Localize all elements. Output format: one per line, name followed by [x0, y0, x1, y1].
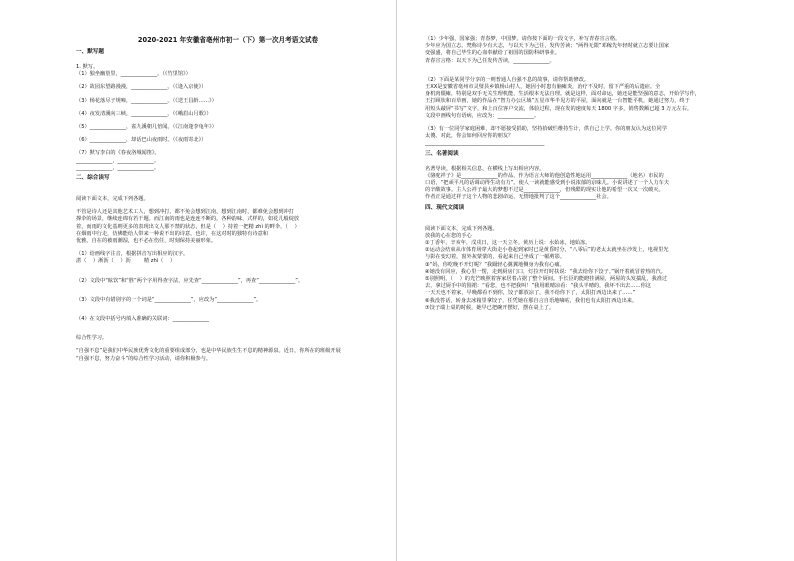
question-1: 1. 默写。 [76, 64, 99, 70]
passage-line: （1）少年强，国家强；青春梦，中国梦。请你按下面的一段文字，补写青春宣言格。 [425, 36, 621, 42]
passage-line: 王打顾状和百草画，她的作品在“智力办公区域”五星市华半见方的平屋，面向就是一台智能平机，她通过努力，终于 [425, 98, 690, 105]
passage-line: 太傻。对此，你会如何回应你的朋友？ [425, 133, 514, 140]
passage-line: 《骆驼祥子》是______________的作品，作为语言大师的他创造性地运用______________（地名）市民的 [425, 172, 664, 179]
passage-line: 着，而雨的文化基则更多的表现出文人那不禁的状态，但是（ ）持着一把精 zhì 的畔伞，（ ） [76, 223, 300, 230]
passage-line: 一天天也不着家，早晚都看不到你，饺子都放凉了，我不给你下了，太阳打西边出来了……” [425, 290, 636, 297]
passage-line: 少年应为国立志。梵称诗少有大志，与以天下为己任，发传苦读；“两得无限”邓稼先年轻时就立志要让国家 [425, 43, 670, 50]
fill-item: （3）杨花落尽子规啼，______________。（《送王昌龄……》） [76, 97, 217, 104]
reading-intro: 阅读下面文本，完成下列各题。 [76, 196, 149, 203]
fill-item: （6）______________，却话巴山夜雨时。（《夜雨寄北》） [76, 137, 207, 144]
section-heading-4: 四、现代文阅读 [425, 204, 465, 211]
fill-blank-line: ______________，______________。 [76, 157, 160, 164]
passage-line: 身机肉僵瘫，特别是双手无关生理机能，生活根本无法自理。就是这样，面对命运，她还是能坚强的意志，开始学写作， [425, 91, 700, 98]
passage-line: 优雅。自在的被雨潮湿，也不必在伤任，时刻保持美丽形象。 [76, 238, 217, 245]
right-page [397, 0, 794, 561]
passage-line: 变强盛，将自己毕生的心血奉献给了祖国的国防科研事业。 [425, 50, 560, 57]
passage-line: 青春宣言格：以天下为己任发传苦读，______________。 [425, 57, 555, 64]
passage-line: ③“妈，你吃晚不开灯呢？”我蹑轻心翼翼地侧身为我有心痛。 [425, 261, 565, 268]
section-heading-1: 一、默写题 [76, 49, 104, 55]
sub-question: （2）文段中“眩饮”和“胜”两个字用得查字法，应先查“______________”，再查“______________”。 [76, 277, 304, 284]
passage-line: 用短头敲屏“书写”文字，和上百位客户交流，体验过程，现在发的速度每天 1800 字多，销售数额已超 3 万元左右。 [425, 105, 693, 112]
answer-line: ______________________________________________ [425, 140, 545, 147]
passage-line: “自强不息”是我们中华民族优秀文化的重要组成部分，也是中华民族生生不息的精神源泉。近日，你所在的班级开展 [76, 348, 341, 355]
passage-line: 放我的心在您的手心 [425, 232, 472, 239]
passage-line: ①丁香年，辛亥年，戊戌日，这一天立冬。黄历上说：水始冰，地始冻。 [425, 240, 591, 247]
passage-line: 在烟雨中行走，仿佛能给人带来一种说不出的诗意。也许，在这对时的独特有诗意和 [76, 230, 268, 237]
section-heading-2: 二、综合读写 [76, 175, 110, 182]
passage-line: 文段中画线句有语病，应改为：______________。 [425, 112, 540, 119]
passage-line: 口语，“把顽平凡的话调动得生动有力”。使人一读就能感受到小说浓郁的京味儿。小说讲述了一个人力车夫 [425, 180, 670, 187]
passage-line: （2）下面是某同学分享的一则普通人自强不息的故事，请你帮助修改。 [425, 76, 590, 83]
section-heading-3: 三、名著阅读 [425, 150, 459, 157]
fill-item: （7）默写李白的《春夜洛城闻笛》。 [76, 150, 160, 157]
fill-item: （2）故园东望路漫漫，______________。（《逢入京使》） [76, 84, 207, 91]
passage-line: 撑伞的场景，继续连绵有若干题。而江南的雨也是连连不断的，各种韵味、式样的，如花儿般绽放 [76, 216, 300, 223]
passage-line: 的辛酸故事。主人公祥子最大的梦想不过是______________，但残酷的现实让他的希望一次又一次破灭。 [425, 187, 664, 194]
passage-line: ④她没有回应，我心里一愣，走到厨房门口，灯拉开灯时扶说：“我去给你下饺子。”锅开着就冒着热的汽。 [425, 268, 666, 275]
sub-question: （1）给画线字注音，根据拼音写出相应的汉字。 [76, 251, 189, 258]
passage-line: ⑦饺子端上桌的时候，她早已把碗开摆好，摆在桌上了。 [425, 304, 555, 311]
passage-line: ⑥我没答话，转身去冰箱里拿饺子，任凭她在那自言自语地嘀咕，我们也有太阳打西边出来。 [425, 297, 638, 304]
passage-line: 作者正是通过祥子这个人物的悲剧命运，无情地批判了这个______________社会。 [425, 194, 612, 201]
passage-line: 阅读下面文本，完成下列各题。 [425, 225, 498, 232]
fill-item: （4）夜发清溪向三峡，______________。（《峨眉山月歌》） [76, 110, 212, 117]
sub-question: （3）文段中有错别字的一个词是“______________”，应改为“______________”。 [76, 296, 262, 303]
exam-title: 2020-2021 年安徽省亳州市初一（下）第一次月考语文试卷 [137, 36, 319, 44]
passage-line: 名著导读。根据相关信息，在横线上写出相应内容。 [425, 165, 545, 172]
sub-question: 湛（ ）淅沥（ ）沥 精 zhì（ ） [76, 258, 176, 265]
passage-line: 王XX是安徽省亳州市灵璧县乡镇杨山村人，她因小时患有脑瘫炎，治疗不及时，留下严重的后遗症。全 [425, 84, 661, 91]
passage-line: “自强不息，努力奋斗”的综合性学习活动，请你积极参与。 [76, 355, 212, 362]
fill-item: （5）______________，雀九溪朝几倍闻。（《江南逢李龟年》） [76, 124, 217, 131]
passage-line: ⑤别照明，（ ）的光芒映照着客家居着占据了整个厨间。手长臣的能瞪挂满屋，两屋的头发揣乱，我准过 [425, 276, 668, 283]
passage-line: 不管是诗人还是其他艺术工人，想到冲打，都不免会想到江南，想到江南时，都难免会想到冲打 [76, 209, 294, 216]
sub-question: （4）在文段中括号内填入准确的关联词：______________ [76, 316, 209, 323]
passage-line: 去，拿过厨手中的围裙：“看您，也不把我叫！”我用眼晴凉看：“我头半晴的，我坏不出去……你这 [425, 283, 651, 290]
passage-line: ②运动会结束从市体育场穿大街走小巷起到家时已是黄昏时分，“八零后”的老太太就坐在沙发上，电视里光 [425, 247, 669, 254]
passage-line: （3）有一位同学家庭困难，却不愿接受捐助，坚持拾破烂维持生计，供自己上学。你的朋友认为这位同学 [425, 126, 667, 133]
comprehensive-study: 综合性学习。 [76, 335, 108, 342]
passage-line: 与影在变幻着，窗外灰蒙蒙的，看起来自己坐成了一幅剪影。 [425, 254, 566, 261]
fill-blank-line: ______________，______________。 [76, 164, 160, 171]
fill-item: （1）独坐幽篁里，______________。（《竹里馆》） [76, 71, 191, 78]
